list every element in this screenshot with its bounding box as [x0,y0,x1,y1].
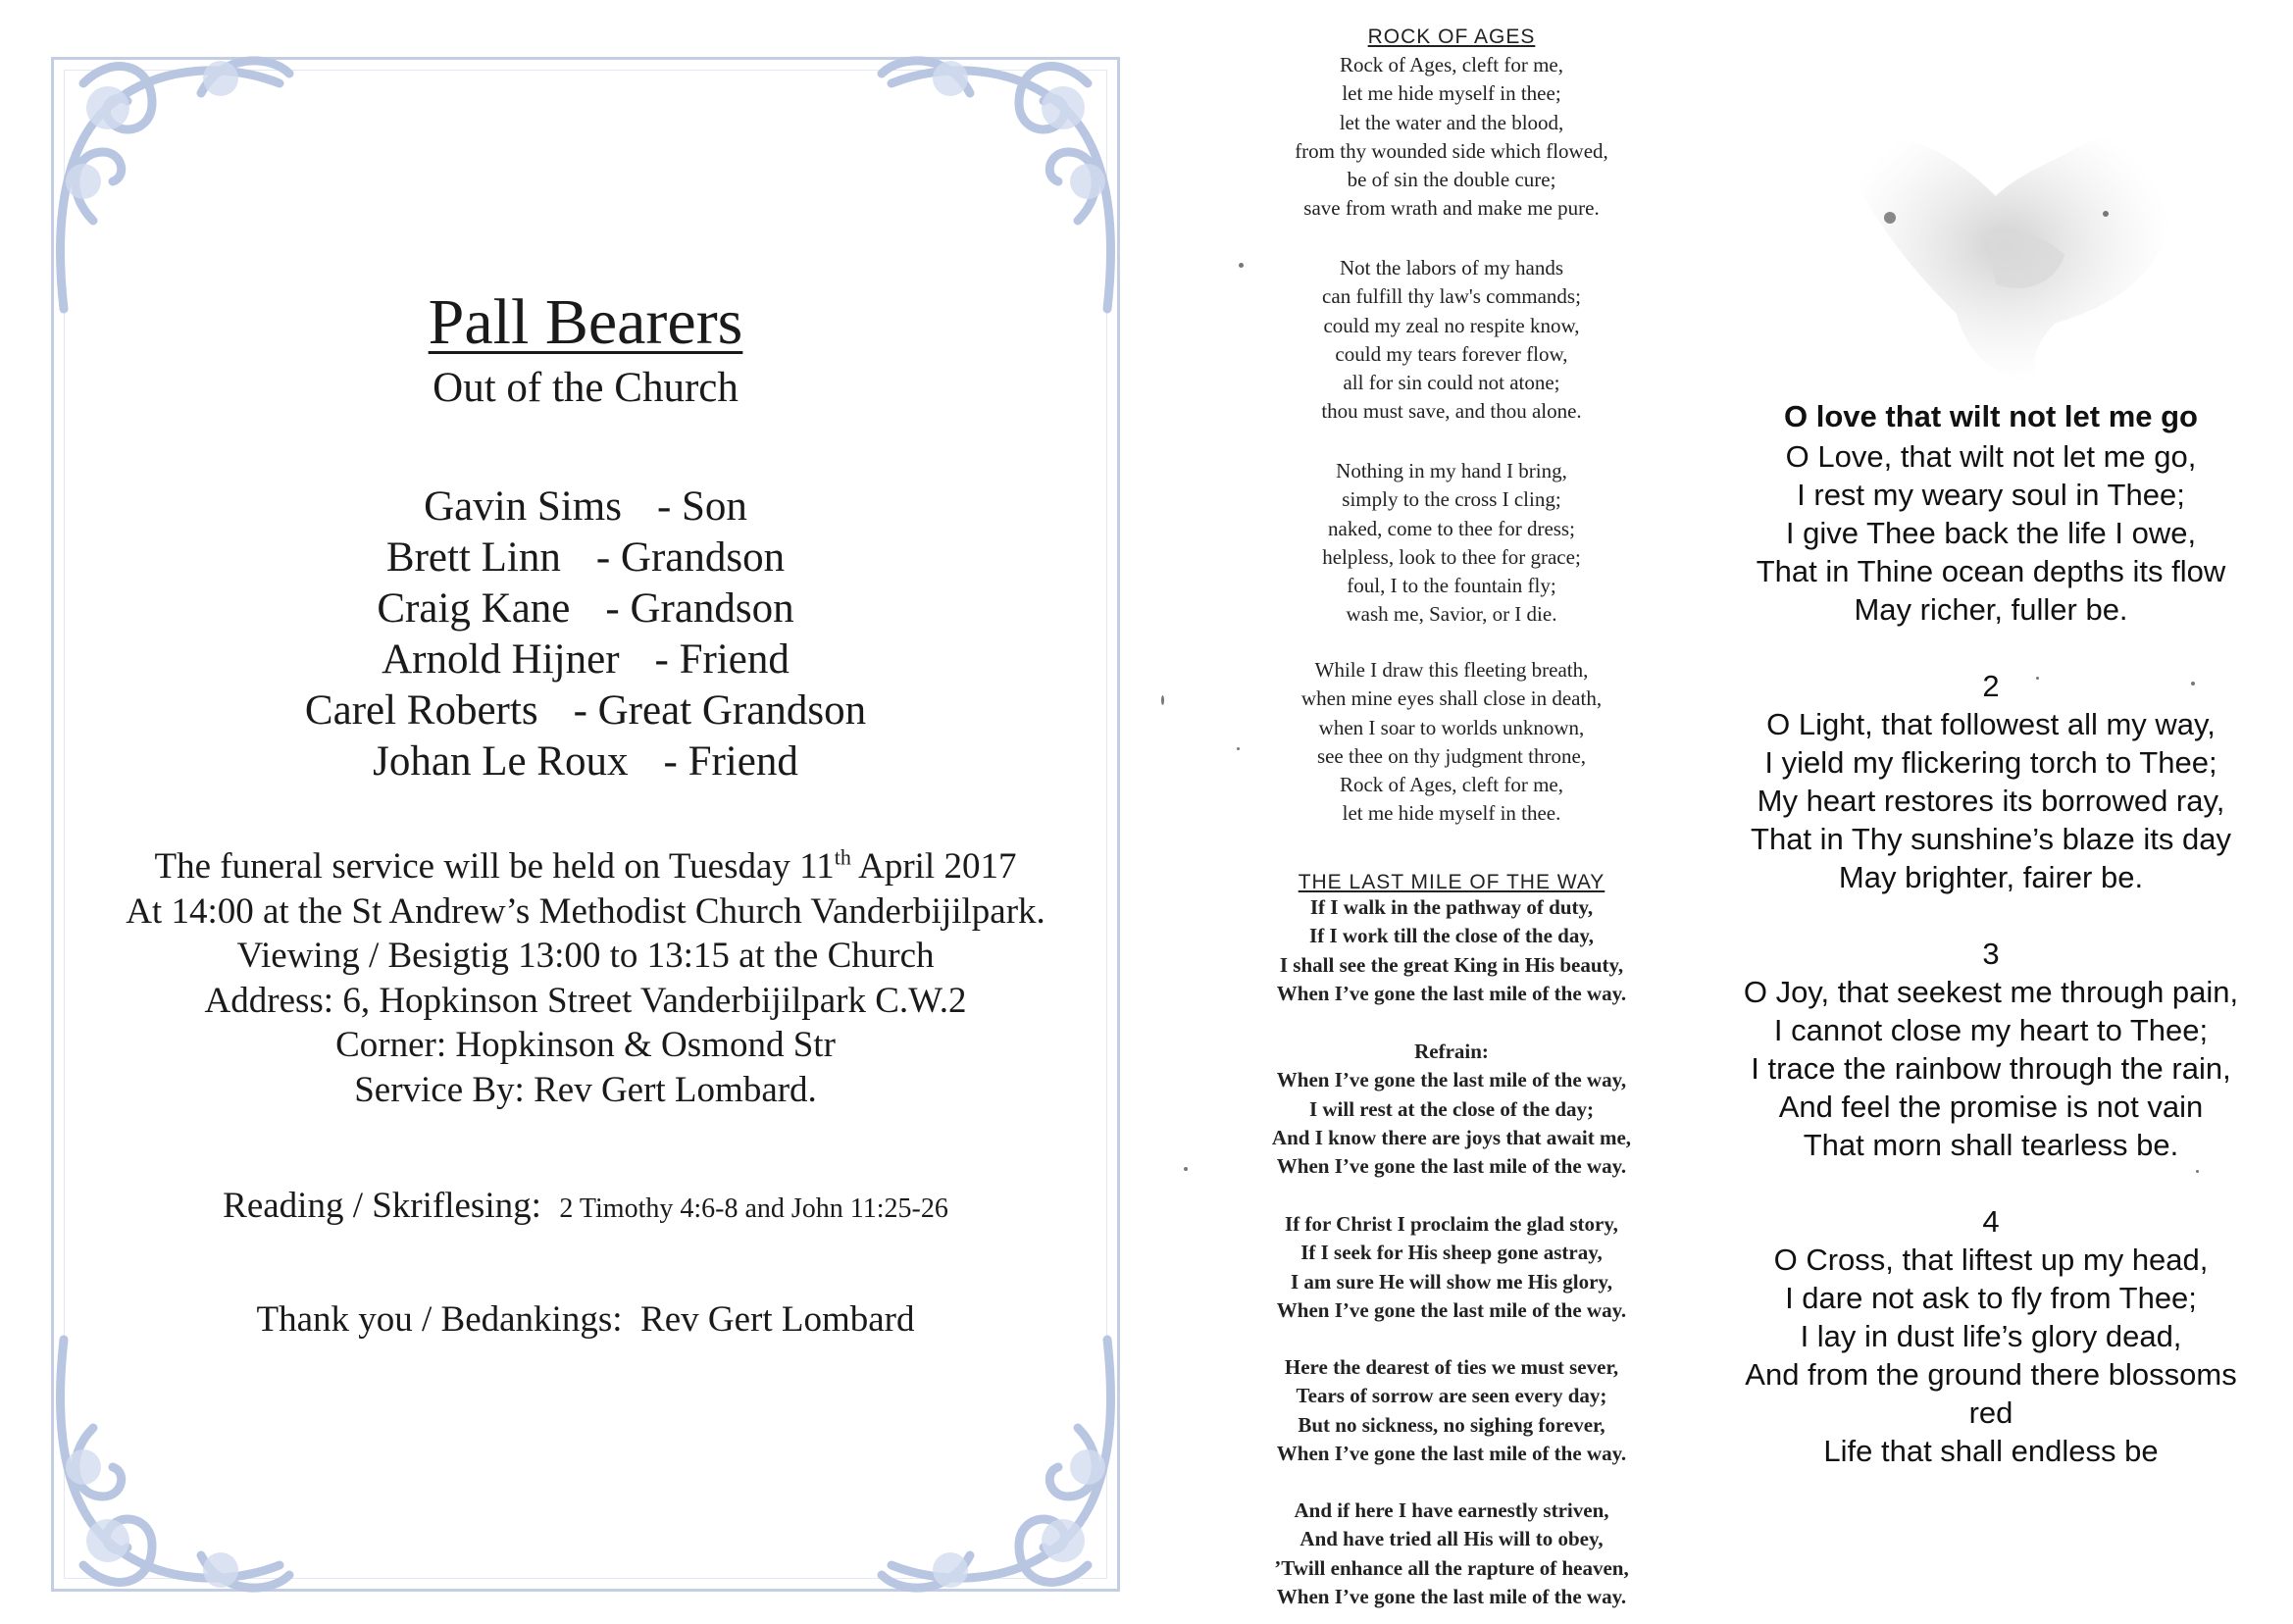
bearer-name: Gavin Sims [424,483,622,530]
hymn-stanza: Nothing in my hand I bring, simply to the cross I cling; naked, come to thee for dress; helpless, look to thee for grace; foul, I to the fountain fly; wash me, Savior, or I die. [1322,459,1581,627]
hymn-verse: If I walk in the pathway of duty, If I work till the close of the day, I shall see the great King in His beauty, When I’ve gone the last mile of the way. [1276,895,1627,1005]
bearer-name: Brett Linn [385,534,561,581]
list-item [54,634,1117,685]
address-line: Address: 6, Hopkinson Street Vanderbijilpark C.W.2 [204,980,967,1021]
list-item [54,736,1117,787]
pall-bearers-panel [51,57,1120,1592]
list-item [54,482,1117,533]
bearer-relation: - Friend [663,738,798,785]
dove-icon [1819,88,2231,402]
scroll-ornament-icon [852,1330,1146,1624]
scroll-ornament-icon [852,25,1146,319]
viewing-line: Viewing / Besigtig 13:00 to 13:15 at the Church [236,936,935,976]
bearer-relation: - Grandson [595,534,786,581]
hymn-stanza: O Light, that followest all my way, I yield my flickering torch to Thee; My heart restores its borrowed ray, That in Thy sunshine’s blaze its day May brighter, fairer be. [1751,707,2231,894]
thanks-line: Thank you / Bedankings: Rev Gert Lombard [256,1299,915,1340]
page-subtitle: Out of the Church [433,365,739,411]
hymn-stanza: O Love, that wilt not let me go, I rest my weary soul in Thee; I give Thee back the life I owe, That in Thine ocean depths its flow May richer, fuller be. [1756,439,2226,627]
service-date-line: The funeral service will be held on Tuesday 11th April 2017 [154,844,1017,887]
bearer-name: Johan Le Roux [373,738,629,785]
bearer-relation: - Friend [654,636,790,683]
scroll-ornament-icon [25,1330,319,1624]
reading-line: Reading / Skriflesing: 2 Timothy 4:6-8 and John 11:25-26 [223,1186,948,1226]
rock-of-ages-title: ROCK OF AGES [1367,25,1536,48]
bearer-relation: - Son [656,483,747,530]
service-details [54,844,1117,1112]
bearer-relation: - Great Grandson [573,687,867,734]
hymn-stanza: Rock of Ages, cleft for me, let me hide myself in thee; let the water and the blood, from thy wounded side which flowed, be of sin the double cure; save from wrath and make me pure. [1295,53,1608,221]
service-time-line: At 14:00 at the St Andrew’s Methodist Church Vanderbijilpark. [126,890,1045,932]
scroll-ornament-icon [25,25,319,319]
hymn-stanza: While I draw this fleeting breath, when mine eyes shall close in death, when I soar to worlds unknown, see thee on thy judgment throne, Rock of Ages, cleft for me, let me hide myself in thee. [1300,658,1603,826]
hymn-verse: If for Christ I proclaim the glad story, If I seek for His sheep gone astray, I am sure He will show me His glory, When I’ve gone the last mile of the way. [1276,1212,1627,1322]
o-love-title: O love that wilt not let me go [1784,399,2198,433]
list-item [54,584,1117,634]
bearer-name: Arnold Hijner [382,636,620,683]
corner-line: Corner: Hopkinson & Osmond Str [335,1025,836,1065]
stanza-number: 3 [1982,937,2000,971]
last-mile-title: THE LAST MILE OF THE WAY [1298,871,1605,893]
bearers-list [54,482,1117,787]
list-item [54,533,1117,584]
service-by-line: Service By: Rev Gert Lombard. [354,1069,817,1110]
bearer-relation: - Grandson [605,585,794,632]
bearer-name: Craig Kane [377,585,571,632]
bearer-name: Carel Roberts [304,687,538,734]
list-item [54,685,1117,736]
hymn-stanza: Not the labors of my hands can fulfill thy law's commands; could my zeal no respite know, could my tears forever flow, all for sin could not atone; thou must save, and thou alone. [1321,256,1582,424]
hymn-verse: And if here I have earnestly striven, And have tried all His will to obey, ’Twill enhance all the rapture of heaven, When I’ve gone the last mile of the way. [1274,1498,1629,1608]
page-title: Pall Bearers [428,286,743,358]
hymn-stanza: O Cross, that liftest up my head, I dare not ask to fly from Thee; I lay in dust life’s glory dead, And from the ground there blossoms red Life that shall endless be [1745,1243,2237,1468]
stanza-number: 2 [1982,669,2000,703]
hymn-refrain: Refrain: When I’ve gone the last mile of the way, I will rest at the close of the day; And I know there are joys that await me, When I’ve gone the last mile of the way. [1271,1040,1632,1179]
stanza-number: 4 [1982,1204,2000,1239]
hymn-verse: Here the dearest of ties we must sever, Tears of sorrow are seen every day; But no sickness, no sighing forever, When I’ve gone the last mile of the way. [1276,1355,1627,1465]
hymn-stanza: O Joy, that seekest me through pain, I cannot close my heart to Thee; I trace the rainbow through the rain, And feel the promise is not vain That morn shall tearless be. [1743,975,2239,1162]
